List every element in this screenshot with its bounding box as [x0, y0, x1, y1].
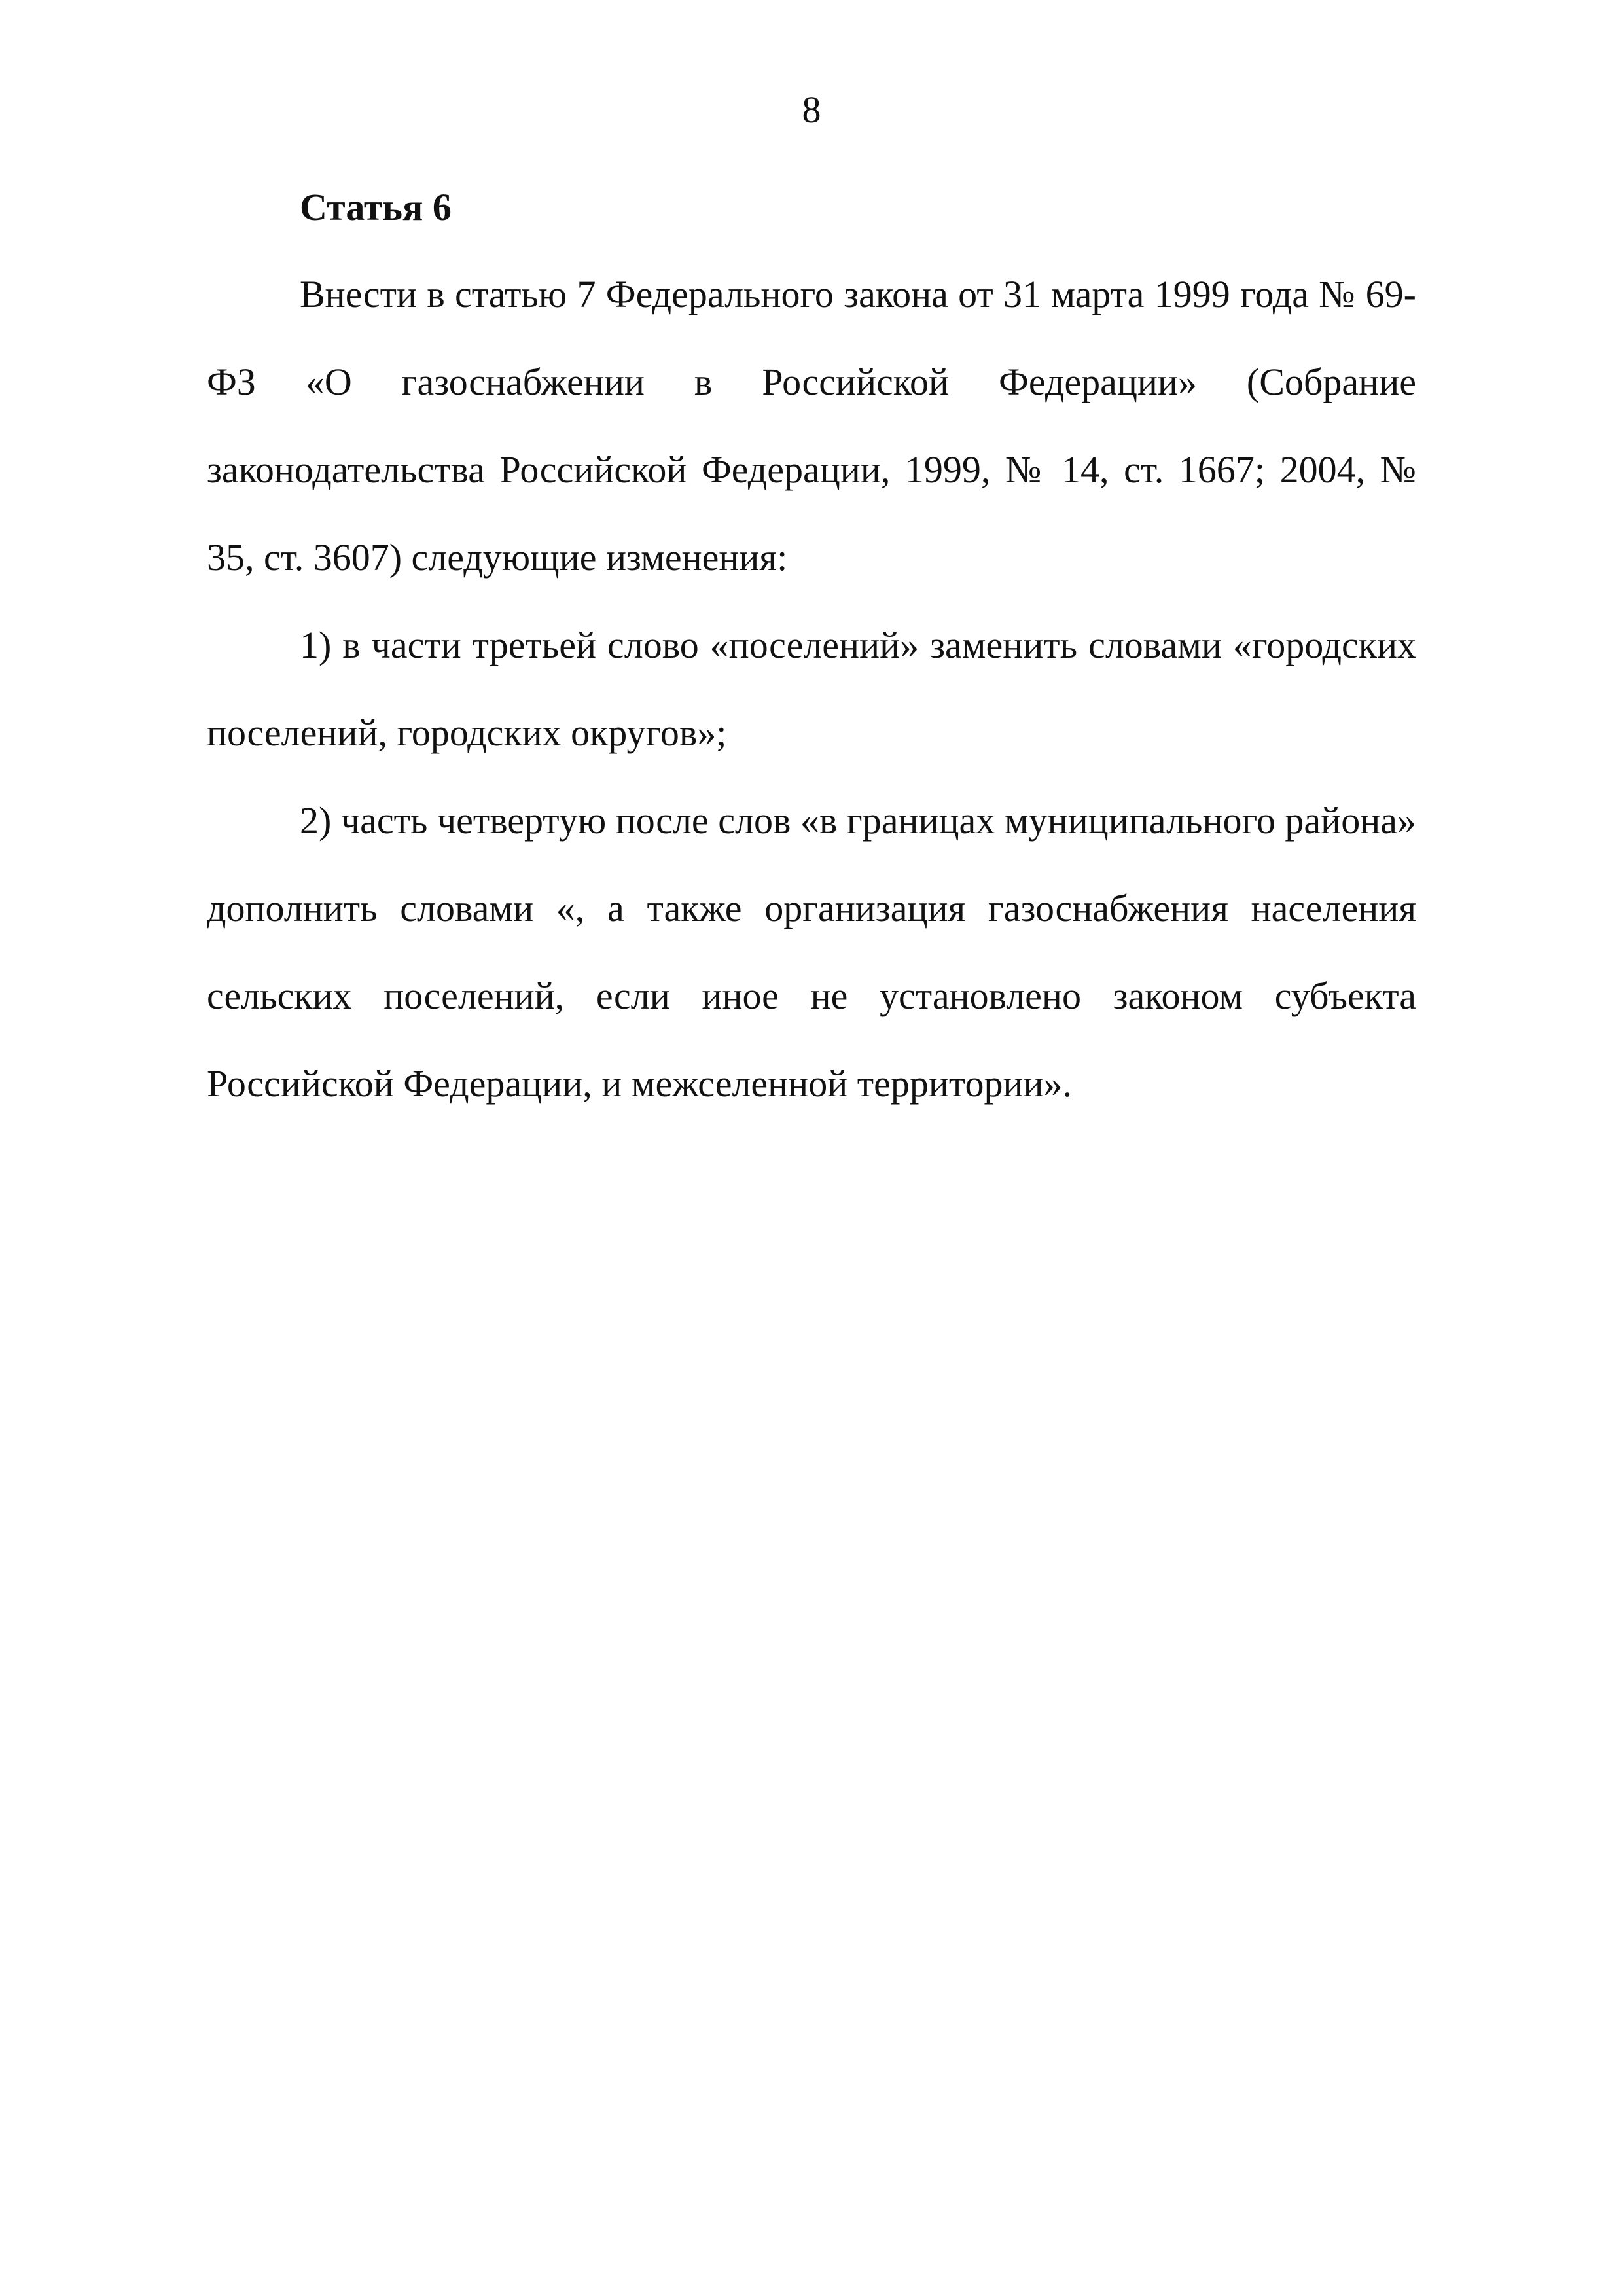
amendment-item-paragraph: 2) часть четвертую после слов «в границах муниципального района» дополнить словами «, а также организация газоснабжения населения сельских поселений, если иное не установлено законом субъекта Российской Федерации, и межселенной территории». — [207, 799, 1416, 1105]
amendment-list-item-1 — [207, 601, 1416, 777]
article-heading: Статья 6 — [300, 186, 452, 228]
intro-paragraph: Внести в статью 7 Федерального закона от 31 марта 1999 года № 69-ФЗ «О газоснабжении в Российской Федерации» (Собрание законодательства Российской Федерации, 1999, № 14, ст. 1667; 2004, № 35, ст. 3607) следующие изменения: — [207, 273, 1416, 579]
article-body — [207, 251, 1416, 601]
amendment-list-item-2 — [207, 777, 1416, 1128]
page-number: 8 — [802, 88, 821, 131]
amendment-item-paragraph: 1) в части третьей слово «поселений» заменить словами «городских поселений, городских округов»; — [207, 624, 1416, 754]
